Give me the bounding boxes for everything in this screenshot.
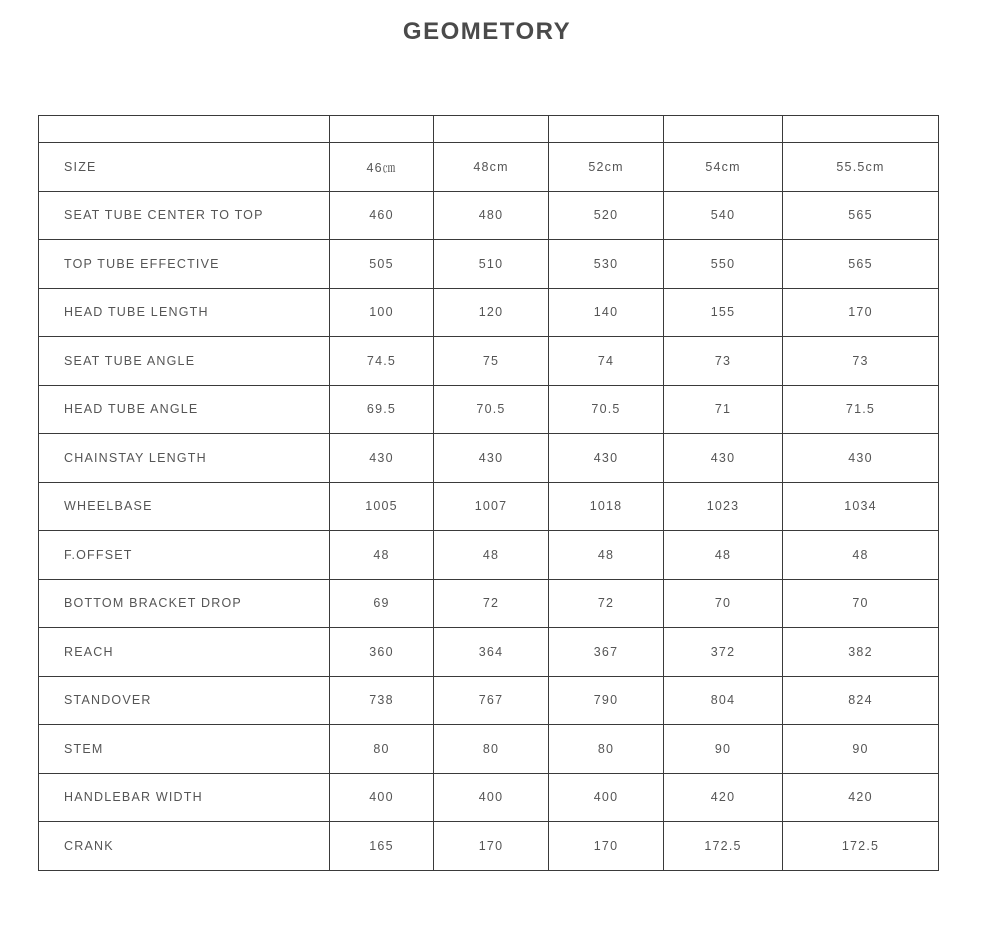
value-cell: 73 bbox=[664, 337, 783, 386]
value-cell: 1007 bbox=[434, 482, 549, 531]
value-cell: 74.5 bbox=[330, 337, 434, 386]
value-cell: 364 bbox=[434, 628, 549, 677]
row-label: CRANK bbox=[39, 822, 330, 871]
value-cell: 71 bbox=[664, 385, 783, 434]
header-cell bbox=[39, 116, 330, 143]
value-cell: 738 bbox=[330, 676, 434, 725]
value-cell: 73 bbox=[783, 337, 939, 386]
value-cell: 170 bbox=[549, 822, 664, 871]
table-row bbox=[39, 482, 939, 531]
value-cell: 767 bbox=[434, 676, 549, 725]
value-cell: 1005 bbox=[330, 482, 434, 531]
page-title: GEOMETORY bbox=[402, 18, 572, 45]
row-label: STEM bbox=[39, 725, 330, 774]
header-cell bbox=[549, 116, 664, 143]
value-cell: 80 bbox=[330, 725, 434, 774]
row-label: WHEELBASE bbox=[39, 482, 330, 531]
row-label: TOP TUBE EFFECTIVE bbox=[39, 240, 330, 289]
value-cell: 367 bbox=[549, 628, 664, 677]
value-cell: 69.5 bbox=[330, 385, 434, 434]
value-cell: 100 bbox=[330, 288, 434, 337]
value-cell: 90 bbox=[783, 725, 939, 774]
value-cell: 1034 bbox=[783, 482, 939, 531]
value-cell: 565 bbox=[783, 191, 939, 240]
value-cell: 74 bbox=[549, 337, 664, 386]
value-cell: 71.5 bbox=[783, 385, 939, 434]
value-cell: 460 bbox=[330, 191, 434, 240]
table-row bbox=[39, 337, 939, 386]
value-cell: 382 bbox=[783, 628, 939, 677]
value-cell: 1023 bbox=[664, 482, 783, 531]
value-cell: 172.5 bbox=[783, 822, 939, 871]
row-label: HANDLEBAR WIDTH bbox=[39, 773, 330, 822]
row-label: F.OFFSET bbox=[39, 531, 330, 580]
value-cell: 790 bbox=[549, 676, 664, 725]
value-cell: 80 bbox=[434, 725, 549, 774]
value-cell: 70.5 bbox=[434, 385, 549, 434]
table-row bbox=[39, 385, 939, 434]
header-cell bbox=[664, 116, 783, 143]
value-cell: 480 bbox=[434, 191, 549, 240]
table-row bbox=[39, 628, 939, 677]
table-row bbox=[39, 240, 939, 289]
table-row bbox=[39, 773, 939, 822]
table-header-row bbox=[39, 116, 939, 143]
value-cell: 70 bbox=[783, 579, 939, 628]
row-label: SEAT TUBE ANGLE bbox=[39, 337, 330, 386]
table-row bbox=[39, 725, 939, 774]
value-cell: 360 bbox=[330, 628, 434, 677]
value-cell: 520 bbox=[549, 191, 664, 240]
value-cell: 72 bbox=[549, 579, 664, 628]
table-row bbox=[39, 143, 939, 192]
row-label: STANDOVER bbox=[39, 676, 330, 725]
value-cell: 48 bbox=[549, 531, 664, 580]
value-cell: 155 bbox=[664, 288, 783, 337]
row-label: REACH bbox=[39, 628, 330, 677]
value-cell: 430 bbox=[664, 434, 783, 483]
value-cell: 430 bbox=[330, 434, 434, 483]
value-cell: 72 bbox=[434, 579, 549, 628]
value-cell: 510 bbox=[434, 240, 549, 289]
geometry-table bbox=[38, 115, 939, 871]
table-row bbox=[39, 676, 939, 725]
value-cell: 46㎝ bbox=[330, 143, 434, 192]
value-cell: 120 bbox=[434, 288, 549, 337]
value-cell: 565 bbox=[783, 240, 939, 289]
value-cell: 372 bbox=[664, 628, 783, 677]
table-row bbox=[39, 531, 939, 580]
value-cell: 48cm bbox=[434, 143, 549, 192]
value-cell: 90 bbox=[664, 725, 783, 774]
value-cell: 69 bbox=[330, 579, 434, 628]
value-cell: 430 bbox=[549, 434, 664, 483]
value-cell: 140 bbox=[549, 288, 664, 337]
value-cell: 530 bbox=[549, 240, 664, 289]
value-cell: 55.5cm bbox=[783, 143, 939, 192]
table-row bbox=[39, 434, 939, 483]
value-cell: 48 bbox=[434, 531, 549, 580]
row-label: HEAD TUBE ANGLE bbox=[39, 385, 330, 434]
value-cell: 430 bbox=[783, 434, 939, 483]
value-cell: 420 bbox=[664, 773, 783, 822]
value-cell: 70 bbox=[664, 579, 783, 628]
value-cell: 172.5 bbox=[664, 822, 783, 871]
row-label: BOTTOM BRACKET DROP bbox=[39, 579, 330, 628]
row-label: CHAINSTAY LENGTH bbox=[39, 434, 330, 483]
value-cell: 70.5 bbox=[549, 385, 664, 434]
value-cell: 540 bbox=[664, 191, 783, 240]
header-cell bbox=[783, 116, 939, 143]
geometry-table-body bbox=[39, 116, 939, 871]
value-cell: 75 bbox=[434, 337, 549, 386]
value-cell: 400 bbox=[549, 773, 664, 822]
table-row bbox=[39, 191, 939, 240]
value-cell: 550 bbox=[664, 240, 783, 289]
value-cell: 48 bbox=[664, 531, 783, 580]
table-row bbox=[39, 822, 939, 871]
value-cell: 1018 bbox=[549, 482, 664, 531]
value-cell: 80 bbox=[549, 725, 664, 774]
value-cell: 420 bbox=[783, 773, 939, 822]
table-row bbox=[39, 288, 939, 337]
value-cell: 804 bbox=[664, 676, 783, 725]
value-cell: 165 bbox=[330, 822, 434, 871]
header-cell bbox=[330, 116, 434, 143]
value-cell: 400 bbox=[434, 773, 549, 822]
value-cell: 54cm bbox=[664, 143, 783, 192]
header-cell bbox=[434, 116, 549, 143]
value-cell: 170 bbox=[434, 822, 549, 871]
value-cell: 52cm bbox=[549, 143, 664, 192]
value-cell: 505 bbox=[330, 240, 434, 289]
table-row bbox=[39, 579, 939, 628]
row-label: SEAT TUBE CENTER TO TOP bbox=[39, 191, 330, 240]
value-cell: 400 bbox=[330, 773, 434, 822]
value-cell: 170 bbox=[783, 288, 939, 337]
value-cell: 430 bbox=[434, 434, 549, 483]
value-cell: 824 bbox=[783, 676, 939, 725]
row-label: HEAD TUBE LENGTH bbox=[39, 288, 330, 337]
value-cell: 48 bbox=[783, 531, 939, 580]
row-label: SIZE bbox=[39, 143, 330, 192]
value-cell: 48 bbox=[330, 531, 434, 580]
